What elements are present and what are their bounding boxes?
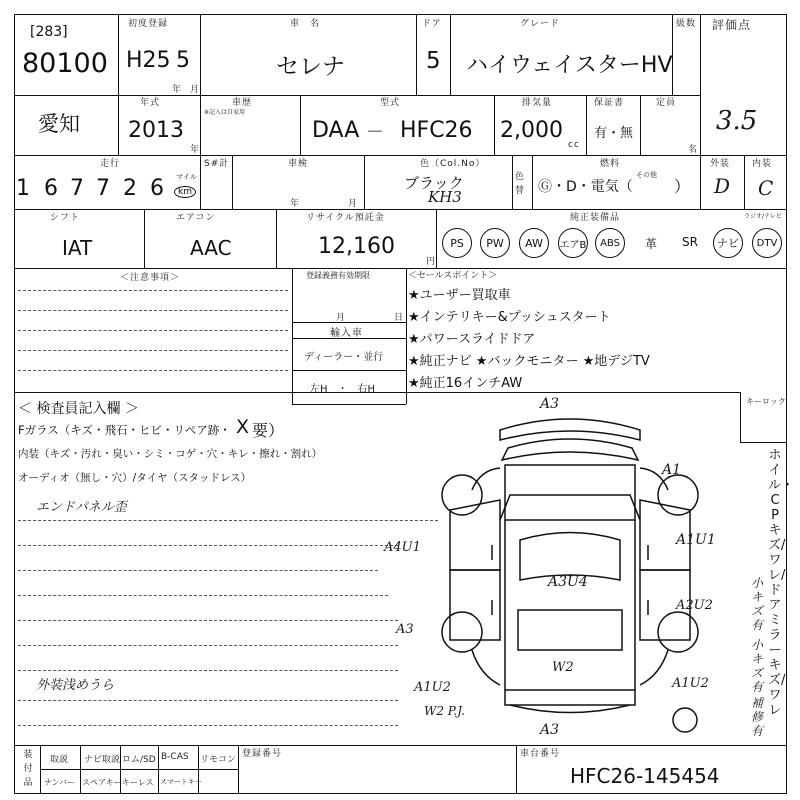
doors-label: ドア xyxy=(422,19,442,29)
equipment-item: SR xyxy=(682,235,698,249)
mark-right-front: A1 xyxy=(662,462,682,478)
reg-month: 5 xyxy=(176,48,190,73)
attached-side-char: 装 xyxy=(23,750,33,760)
inspection-year-unit: 年 xyxy=(290,199,301,209)
small-mark: 小キズ有 xyxy=(750,576,763,632)
fuel-options: Ⓖ・D・電気（ xyxy=(538,179,633,195)
lot-bracket: [283] xyxy=(30,24,68,40)
steering-label: 左H ・ 右H xyxy=(310,384,376,395)
mileage-digit: 2 xyxy=(123,176,137,201)
mileage-label: 走行 xyxy=(100,159,121,169)
meter-label: S#計 xyxy=(204,159,230,169)
attached-side-char: 付 xyxy=(23,764,33,774)
chassis-sub: ※記入は自家用 xyxy=(204,109,246,116)
attached-item: リモコン xyxy=(200,755,237,765)
aircon-value: AAC xyxy=(190,236,232,260)
km-unit: km xyxy=(174,186,196,198)
model-dash: － xyxy=(366,122,384,143)
sales-label: ＜セールスポイント＞ xyxy=(408,271,498,281)
equipment-item: PS xyxy=(442,228,472,258)
attached-side-label xyxy=(18,748,38,790)
radial-label: ラジオ/テレビ xyxy=(744,213,782,220)
inspector-interior: 内装（キズ・汚れ・臭い・シミ・コゲ・穴・キレ・擦れ・割れ） xyxy=(18,448,323,460)
attached-item: キーレス xyxy=(122,778,154,787)
mileage-digit: 7 xyxy=(70,176,84,201)
small-mark: 小キズ有 xyxy=(750,638,763,694)
displacement-value: 2,000 xyxy=(500,118,563,143)
equipment-label: 純正装備品 xyxy=(570,213,621,223)
chassis-no-label: 車台番号 xyxy=(520,749,561,759)
sales-point: ★ユーザー買取車 xyxy=(408,288,511,303)
inspection-month-unit: 月 xyxy=(348,199,359,209)
mark-roof: A3U4 xyxy=(548,574,588,590)
equipment-item: ナビ xyxy=(713,228,743,258)
doors-value: 5 xyxy=(426,48,441,74)
car-name-label: 車 名 xyxy=(290,19,321,29)
model-prefix: DAA xyxy=(312,118,360,143)
grade-value: ハイウェイスターHV xyxy=(466,53,673,78)
chassis-number: HFC26-145454 xyxy=(570,764,720,788)
mileage-digit: 6 xyxy=(44,176,58,201)
mark-left-rear-corner: A1U2 xyxy=(414,680,451,695)
mark-rear: A3 xyxy=(540,722,560,738)
mark-right-rear-corner: A1U2 xyxy=(672,676,709,691)
equipment-list xyxy=(438,228,786,264)
recycle-fee: 12,160 xyxy=(318,234,395,259)
attached-item: スペアキー xyxy=(82,778,122,787)
attached-item: B-CAS xyxy=(161,752,189,762)
dealer-label: ディーラー・並行 xyxy=(304,352,384,363)
mileage-digit: 6 xyxy=(150,176,164,201)
mark-front: A3 xyxy=(540,396,560,412)
capacity-unit: 名 xyxy=(688,145,699,155)
attached-item: 取説 xyxy=(50,755,69,765)
mileage-digit: 7 xyxy=(96,176,110,201)
first-reg-label: 初度登録 xyxy=(128,19,169,29)
sales-point: ★純正16インチAW xyxy=(408,376,523,391)
reg-year-unit: 年 xyxy=(172,85,183,95)
mark-left-rear: A3 xyxy=(396,622,414,637)
displacement-label: 排気量 xyxy=(522,98,553,108)
mile-unit: マイル xyxy=(176,173,197,181)
mark-rear-bumper: W2 xyxy=(552,660,574,675)
interior-grade: C xyxy=(758,176,774,200)
equipment-item: ABS xyxy=(595,228,625,258)
exterior-label: 外装 xyxy=(710,159,731,169)
equipment-item: PW xyxy=(480,228,510,258)
inspector-glass: Fガラス（キズ・飛石・ヒビ・リペア跡・ xyxy=(18,423,231,437)
year-label: 年式 xyxy=(140,98,161,108)
inspector-title: ＜ 検査員記入欄 ＞ xyxy=(18,401,139,417)
mark-rear-note: W2 P.J. xyxy=(424,704,465,718)
attached-item: ロム/SD xyxy=(122,755,156,765)
model-year: 2013 xyxy=(128,118,184,143)
sales-point: ★パワースライドドア xyxy=(408,332,536,347)
chassis-label: 車歴 xyxy=(232,98,253,108)
cc-unit: cc xyxy=(568,140,580,150)
sales-point: ★インテリキー&プッシュスタート xyxy=(408,310,611,325)
vertical-note: ホイル・CPキズ/ワレ/ドアミラーキズ/ワレ xyxy=(768,448,795,718)
shift-value: IAT xyxy=(62,236,93,260)
equipment-item: AW xyxy=(519,228,549,258)
grade-rank-label: 級数 xyxy=(676,19,697,29)
attached-item: ナンバー xyxy=(44,778,76,787)
reg-no-label: 登録番号 xyxy=(242,749,283,759)
fuel-other-label: その他 xyxy=(636,171,657,179)
region: 愛知 xyxy=(38,112,80,136)
insurance-label: 保証書 xyxy=(594,98,625,108)
mark-right-rear-door: A2U2 xyxy=(676,598,713,613)
sales-point: ★純正ナビ ★バックモニター ★地デジTV xyxy=(408,354,650,369)
era-year: H25 xyxy=(126,48,171,73)
reg-expiry-day: 日 xyxy=(394,313,405,323)
model-label: 型式 xyxy=(380,98,401,108)
yen-unit: 円 xyxy=(426,257,437,267)
capacity-label: 定員 xyxy=(656,98,677,108)
caution-label: ＜注意事項＞ xyxy=(120,273,181,283)
inspector-note-2: 外装浅めうら xyxy=(36,678,115,693)
keylock-label: キーロック xyxy=(746,397,786,406)
score-value: 3.5 xyxy=(716,106,758,136)
equipment-item: 革 xyxy=(644,237,657,251)
model-year-unit: 年 xyxy=(190,145,201,155)
aircon-label: エアコン xyxy=(176,213,216,223)
fuel-close: ） xyxy=(674,177,691,196)
mark-right-front-door: A1U1 xyxy=(676,532,716,548)
attached-side-char: 品 xyxy=(23,778,33,788)
score-label: 評価点 xyxy=(712,18,752,32)
inspector-glass-req: 要） xyxy=(252,421,285,440)
car-name: セレナ xyxy=(276,54,345,80)
reg-month-unit: 月 xyxy=(190,85,201,95)
recycle-label: リサイクル預託金 xyxy=(306,213,385,223)
lot-number: 80100 xyxy=(22,48,108,79)
inspector-glass-mark: X xyxy=(236,416,250,438)
reg-expiry-month: 月 xyxy=(336,313,347,323)
grade-label: グレード xyxy=(520,19,561,29)
inspection-label: 車検 xyxy=(288,159,309,169)
mark-left-front-door: A4U1 xyxy=(384,540,421,555)
interior-label: 内装 xyxy=(752,159,773,169)
equipment-item: エアB xyxy=(558,228,588,258)
fuel-label: 燃料 xyxy=(600,159,621,169)
inspector-audio: オーディオ（無し・穴）/タイヤ（スタッドレス） xyxy=(18,472,252,484)
mileage-digit: 1 xyxy=(16,176,30,201)
color-label: 色（Col.No） xyxy=(420,159,486,169)
attached-item: スマートキー xyxy=(160,778,202,786)
import-label: 輸入車 xyxy=(330,328,363,339)
small-mark: 補修有 xyxy=(750,696,763,738)
model-code: HFC26 xyxy=(400,118,473,143)
equipment-item: DTV xyxy=(752,228,782,258)
attached-item: ナビ取説 xyxy=(84,755,121,765)
inspector-note-1: エンドパネル歪 xyxy=(36,500,127,515)
color-name: ブラック xyxy=(404,174,464,192)
exterior-grade: D xyxy=(714,174,731,198)
shift-label: シフト xyxy=(50,213,81,223)
mileage-digits xyxy=(16,176,176,204)
reg-expiry-label: 登録義務有効期限 xyxy=(306,271,370,280)
warranty-value: 有・無 xyxy=(594,126,634,141)
color-change-label: 色替 xyxy=(515,172,526,196)
color-code: KH3 xyxy=(428,188,462,206)
